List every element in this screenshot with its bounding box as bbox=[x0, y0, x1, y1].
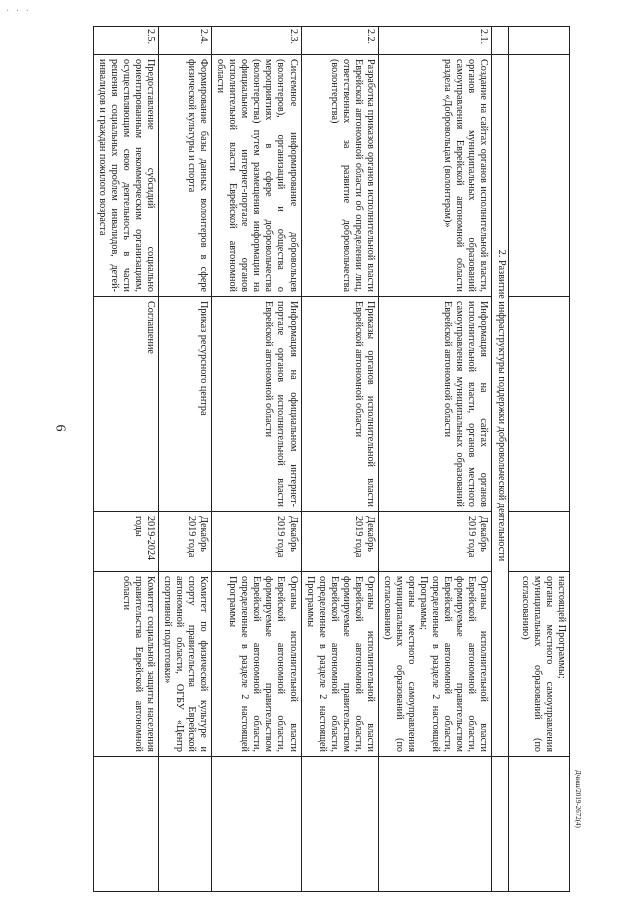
document-code: Дчнш/2019-2672(4) bbox=[574, 770, 582, 828]
section-title: 2. Развитие инфраструктуры поддержки добровольческой деятельности bbox=[492, 55, 509, 757]
executor-cell: Комитет по физической культуре и спорту правительства Еврейской автономной области, ОГБУ «Центр спортивной подготовки» bbox=[159, 572, 212, 757]
table-cell bbox=[212, 757, 301, 892]
table-cell bbox=[509, 27, 570, 55]
row-number: 2.2. bbox=[301, 27, 378, 55]
table-cell bbox=[378, 757, 491, 892]
table-row bbox=[159, 27, 212, 892]
row-number: 2.1. bbox=[378, 27, 491, 55]
row-number: 2.5. bbox=[94, 27, 159, 55]
row-number: 2.3. bbox=[212, 27, 301, 55]
result-cell: Приказы органов исполнительной власти Еврейской автономной области bbox=[301, 297, 378, 512]
activity-cell: Формирование базы данных волонтеров в сфере физической культуры и спорта bbox=[159, 55, 212, 297]
executor-cell: Комитет социальной защиты населения правительства Еврейской автономной области bbox=[94, 572, 159, 757]
table-row bbox=[212, 27, 301, 892]
table-cell bbox=[492, 27, 509, 55]
table-cell bbox=[94, 757, 159, 892]
table-cell bbox=[492, 757, 509, 892]
term-cell: Декабрь 2019 года bbox=[212, 512, 301, 572]
page-number-text: 6 bbox=[52, 424, 68, 432]
row-number: 2.4. bbox=[159, 27, 212, 55]
executor-cell: Органы исполнительной власти Еврейской автономной области, формируемые правительством Еврейской автономной области, определенные в разделе 2 настоящей Программы bbox=[301, 572, 378, 757]
result-cell: Информация на сайтах органов исполнительной власти, органов местного самоуправления муниципальных образований Еврейской автономной области bbox=[378, 297, 491, 512]
term-cell: 2019-2024 годы bbox=[94, 512, 159, 572]
table-cell bbox=[509, 297, 570, 512]
term-cell: Декабрь 2019 года bbox=[301, 512, 378, 572]
activity-cell: Создание на сайтах органов исполнительной власти, органов муниципальных образований самоуправления Еврейской автономной области раздела «Добровольцам (волонтерам)» bbox=[378, 55, 491, 297]
table-row bbox=[509, 27, 570, 892]
scan-specks: · · · bbox=[6, 6, 31, 17]
table-cell bbox=[509, 55, 570, 297]
result-cell: Соглашение bbox=[94, 297, 159, 512]
executor-cell: настоящей Программы; органы местного самоуправления муниципальных образований (по согласованию) bbox=[509, 572, 570, 757]
table-cell bbox=[301, 757, 378, 892]
activity-cell: Предоставление субсидий социально ориентированным некоммерческим организациям, осуществляющим свою деятельность в части решения социальных проблем инвалидов, детей-инвалидов и граждан пожилого возраста bbox=[94, 55, 159, 297]
section-row bbox=[492, 27, 509, 892]
result-cell: Приказ ресурсного центра bbox=[159, 297, 212, 512]
page-number bbox=[52, 420, 68, 436]
term-cell: Декабрь 2019 года bbox=[378, 512, 491, 572]
term-cell: Декабрь 2019 года bbox=[159, 512, 212, 572]
rotated-page bbox=[97, 26, 570, 891]
program-table bbox=[93, 26, 570, 892]
table-row bbox=[94, 27, 159, 892]
table-cell bbox=[509, 757, 570, 892]
table-cell bbox=[509, 512, 570, 572]
executor-cell: Органы исполнительной власти Еврейской автономной области, формируемые правительством Еврейской автономной области, определенные в разделе 2 настоящей Программы; органы местного самоуправления муниципальных образований (по согласованию) bbox=[378, 572, 491, 757]
result-cell: Информация на официальном интернет-портале органов исполнительной власти Еврейской автономной области bbox=[212, 297, 301, 512]
activity-cell: Системное информирование добровольцев (волонтеров), организаций и общества о мероприятиях в сфере добровольчества (волонтерства) путем размещения информации на официальном интернет-портале органов исполнительной власти Еврейской автономной области bbox=[212, 55, 301, 297]
table-cell bbox=[159, 757, 212, 892]
activity-cell: Разработка приказов органов исполнительной власти Еврейской автономной области об определении лиц, ответственных за развитие добровольчества (волонтерства) bbox=[301, 55, 378, 297]
executor-cell: Органы исполнительной власти Еврейской автономной области, формируемые правительством Еврейской автономной области, определенные в разделе 2 настоящей Программы bbox=[212, 572, 301, 757]
table-row bbox=[301, 27, 378, 892]
table-row bbox=[378, 27, 491, 892]
